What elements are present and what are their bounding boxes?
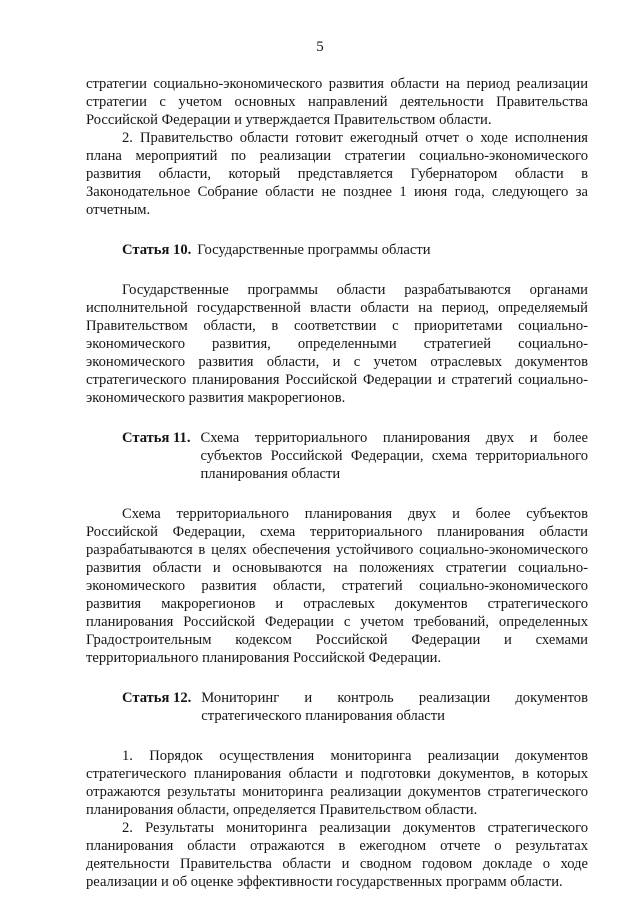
article-12-label: Статья 12. — [122, 690, 192, 706]
article-11-label: Статья 11. — [122, 430, 191, 446]
article-10-heading — [122, 241, 588, 259]
paragraph-strategy-approval: стратегии социально-экономического развития области на период реализации стратегии с учетом основных направлений деятельности Правительства Российской Федерации и утверждается Правительством области. — [86, 76, 588, 128]
article-12-title: Мониторинг и контроль реализации документов стратегического планирования области — [201, 690, 588, 724]
article-11-title: Схема территориального планирования двух и более субъектов Российской Федерации, схема территориального планирования области — [200, 430, 588, 482]
page-number: 5 — [316, 39, 324, 55]
article-11-heading — [122, 429, 588, 483]
article-10-title: Государственные программы области — [197, 242, 431, 258]
article-12-heading — [122, 689, 588, 725]
paragraph-territorial-planning: Схема территориального планирования двух и более субъектов Российской Федерации, схема территориального планирования области разрабатываются в целях обеспечения устойчивого социально-экономического развития области и основываются на положениях стратегии социально-экономического развития области, стратегий социально-экономического развития макрорегионов и отраслевых документов стратегического планирования Российской Федерации с учетом требований, определенных Градостроительным кодексом Российской Федерации и схемами территориального планирования Российской Федерации. — [86, 506, 588, 666]
document-body — [86, 75, 588, 891]
paragraph-monitoring-results: 2. Результаты мониторинга реализации документов стратегического планирования области отражаются в ежегодном отчете о результатах деятельности Правительства области и сводном годовом докладе о ходе реализации и об оценке эффективности государственных программ области. — [86, 820, 588, 890]
article-10-label: Статья 10. — [122, 242, 192, 258]
paragraph-monitoring-procedure: 1. Порядок осуществления мониторинга реализации документов стратегического планирования области и подготовки документов, в которых отражаются результаты мониторинга реализации документов стратегического планирования области, определяется Правительством области. — [86, 748, 588, 818]
paragraph-annual-report: 2. Правительство области готовит ежегодный отчет о ходе исполнения плана мероприятий по реализации стратегии социально-экономического развития области, который представляется Губернатором области в Законодательное Собрание области не позднее 1 июня года, следующего за отчетным. — [86, 130, 588, 218]
paragraph-state-programs: Государственные программы области разрабатываются органами исполнительной государственной власти области на период, определяемый Правительством области, в соответствии с приоритетами социально-экономического развития, определенными стратегией социально-экономического развития области, и с учетом отраслевых документов стратегического планирования Российской Федерации и стратегий социально-экономического развития макрорегионов. — [86, 282, 588, 406]
